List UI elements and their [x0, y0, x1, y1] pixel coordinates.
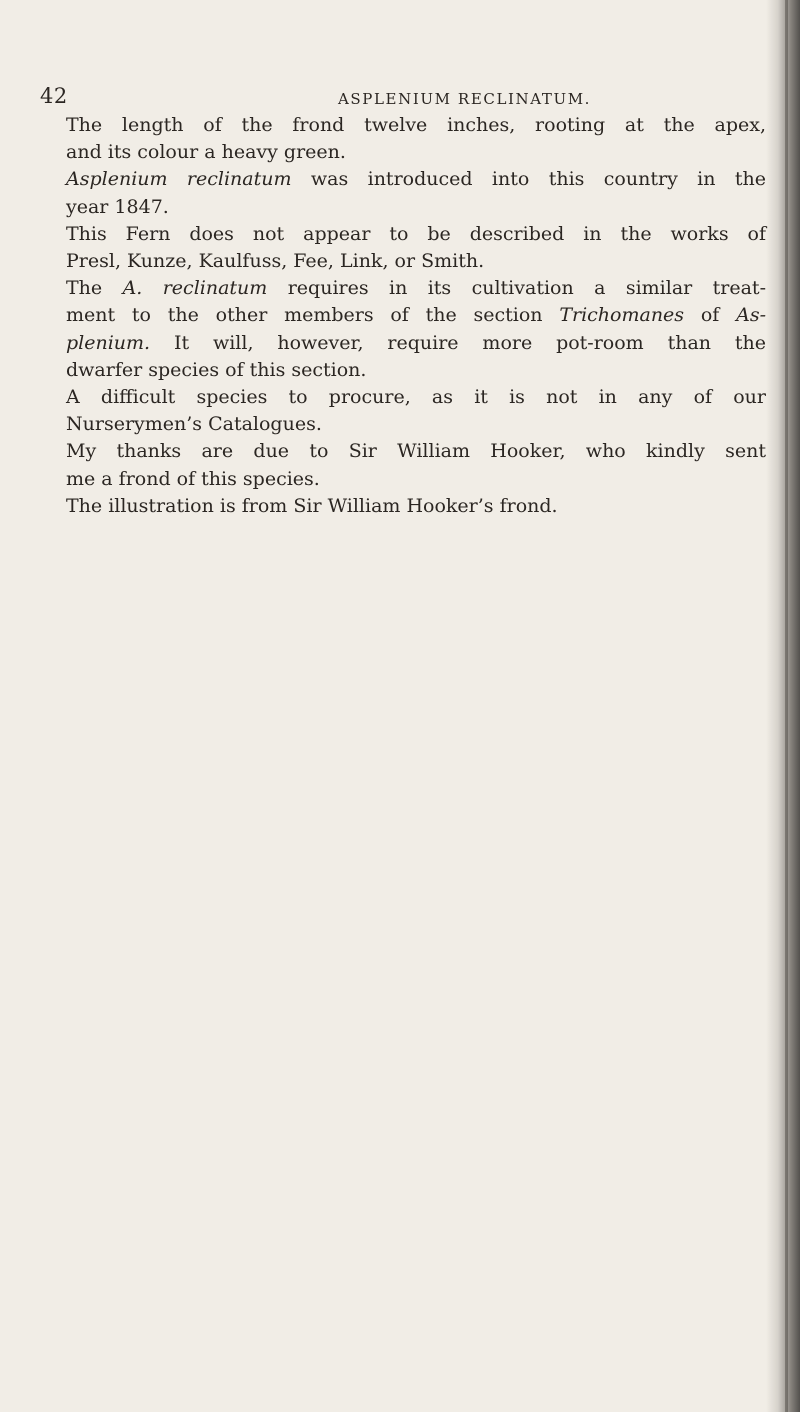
- paragraph-thanks: [66, 438, 766, 492]
- text-line: This Fern does not appear to be described in the works of: [66, 222, 766, 245]
- text-line: The illustration is from Sir William Hooker’s frond.: [66, 494, 558, 517]
- paragraph-procurement: [66, 384, 766, 438]
- italic-species-name: A. reclinatum: [122, 277, 268, 300]
- paragraph-introduction: [66, 166, 766, 220]
- paragraph-cultivation: [66, 275, 766, 384]
- paragraph-frond-description: [66, 112, 766, 166]
- text-line: and its colour a heavy green.: [66, 141, 346, 164]
- text-run: of: [684, 304, 737, 327]
- running-head: ASPLENIUM RECLINATUM.: [338, 90, 592, 108]
- text-line: [66, 275, 766, 302]
- italic-section-name: Trichomanes: [559, 304, 685, 327]
- paragraph-authors: [66, 221, 766, 275]
- text-line: me a frond of this species.: [66, 467, 320, 490]
- text-line: [66, 166, 766, 193]
- text-line: dwarfer species of this section.: [66, 358, 367, 381]
- text-line: The length of the frond twelve inches, rooting at the apex,: [66, 114, 766, 136]
- page-edge-shadow: [766, 0, 800, 1412]
- text-line: year 1847.: [66, 195, 169, 218]
- italic-species-name: Asplenium reclinatum: [66, 168, 292, 191]
- text-run: The: [66, 277, 123, 300]
- text-line: Nurserymen’s Catalogues.: [66, 413, 322, 436]
- text-line: A difficult species to procure, as it is not in any of our: [66, 386, 766, 409]
- text-run: ment to the other members of the section: [66, 304, 560, 327]
- page-header: [38, 84, 758, 112]
- text-line: My thanks are due to Sir William Hooker, who kindly sent: [66, 440, 766, 463]
- text-line: [66, 330, 766, 357]
- page-number: 42: [40, 84, 68, 108]
- text-line: Presl, Kunze, Kaulfuss, Fee, Link, or Smith.: [66, 250, 485, 273]
- text-run: It will, however, require more pot-room than the: [150, 331, 766, 354]
- italic-genus-name: As-: [736, 304, 766, 327]
- text-run: was introduced into this country in the: [291, 168, 767, 191]
- page-edge-line: [785, 0, 788, 1412]
- italic-genus-name: plenium.: [66, 331, 151, 354]
- text-run: requires in its cultivation a similar treat-: [267, 277, 766, 300]
- paragraph-illustration: [66, 493, 766, 520]
- text-line: [66, 302, 766, 329]
- body-text: [66, 112, 766, 520]
